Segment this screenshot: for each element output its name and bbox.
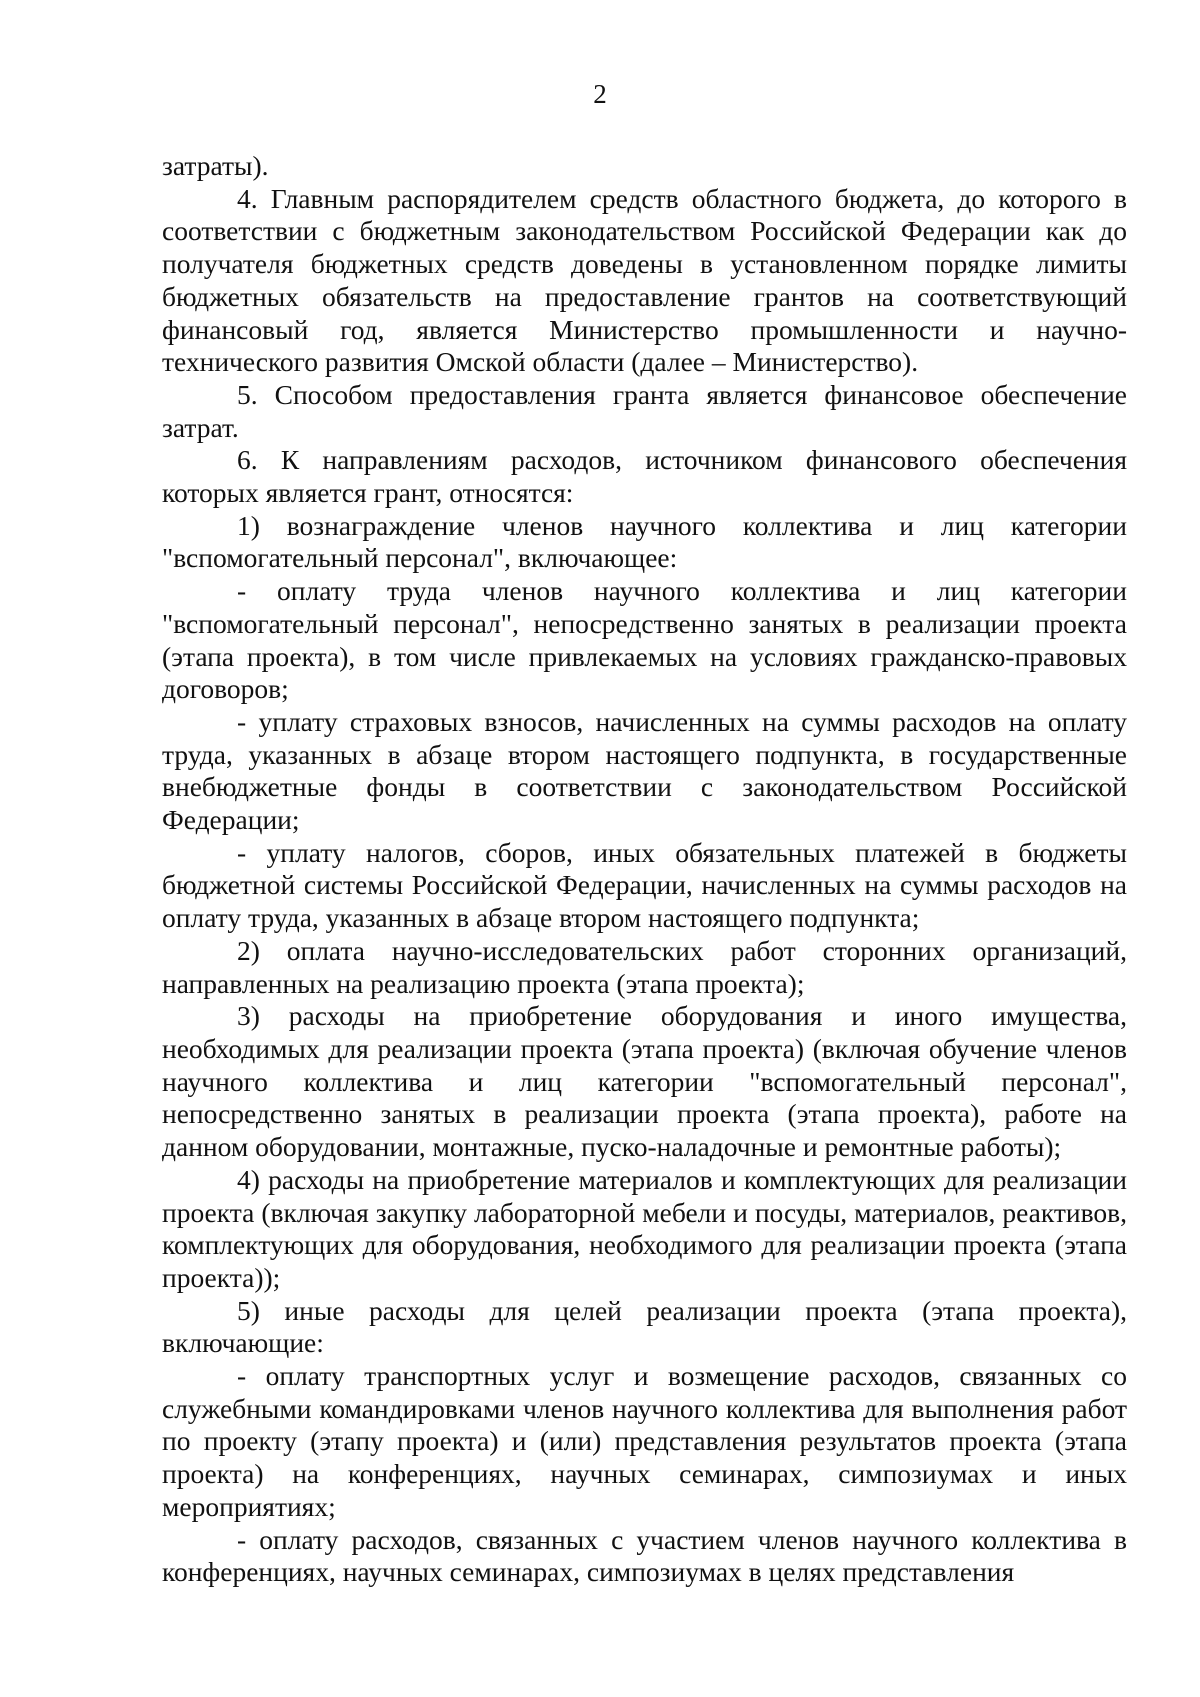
- paragraph-item-5: 5. Способом предоставления гранта является финансовое обеспечение затрат.: [162, 378, 1127, 443]
- subitem-1-dash-3: - уплату налогов, сборов, иных обязательных платежей в бюджеты бюджетной системы Российской Федерации, начисленных на суммы расходов на оплату труда, указанных в абзаце втором настоящего подпункта;: [162, 836, 1127, 934]
- subitem-2: 2) оплата научно-исследовательских работ сторонних организаций, направленных на реализацию проекта (этапа проекта);: [162, 934, 1127, 999]
- subitem-4: 4) расходы на приобретение материалов и комплектующих для реализации проекта (включая закупку лабораторной мебели и посуды, материалов, реактивов, комплектующих для оборудования, необходимого для реализации проекта (этапа проекта));: [162, 1163, 1127, 1293]
- document-body: [162, 150, 1127, 1589]
- paragraph-item-6: 6. К направлениям расходов, источником финансового обеспечения которых является грант, относятся:: [162, 444, 1127, 509]
- subitem-5-dash-2: - оплату расходов, связанных с участием членов научного коллектива в конференциях, научных семинарах, симпозиумах в целях представления: [162, 1523, 1127, 1588]
- subitem-5-dash-1: - оплату транспортных услуг и возмещение расходов, связанных со служебными командировками членов научного коллектива для выполнения работ по проекту (этапу проекта) и (или) представления результатов проекта (этапа проекта) на конференциях, научных семинарах, симпозиумах и иных мероприятиях;: [162, 1360, 1127, 1522]
- paragraph-item-4: 4. Главным распорядителем средств областного бюджета, до которого в соответствии с бюджетным законодательством Российской Федерации как до получателя бюджетных средств доведены в установленном порядке лимиты бюджетных обязательств на предоставление грантов на соответствующий финансовый год, является Министерство промышленности и научно-технического развития Омской области (далее – Министерство).: [162, 182, 1127, 378]
- subitem-1: 1) вознаграждение членов научного коллектива и лиц категории "вспомогательный персонал", включающее:: [162, 509, 1127, 574]
- subitem-3: 3) расходы на приобретение оборудования и иного имущества, необходимых для реализации проекта (этапа проекта) (включая обучение членов научного коллектива и лиц категории "вспомогательный персонал", непосредственно занятых в реализации проекта (этапа проекта), работе на данном оборудовании, монтажные, пуско-наладочные и ремонтные работы);: [162, 1000, 1127, 1163]
- paragraph-continuation: затраты).: [162, 150, 269, 181]
- subitem-1-dash-1: - оплату труда членов научного коллектива и лиц категории "вспомогательный персонал", непосредственно занятых в реализации проекта (этапа проекта), в том числе привлекаемых на условиях гражданско-правовых договоров;: [162, 575, 1127, 705]
- subitem-5: 5) иные расходы для целей реализации проекта (этапа проекта), включающие:: [162, 1294, 1127, 1359]
- page-number: 2: [593, 79, 607, 109]
- subitem-1-dash-2: - уплату страховых взносов, начисленных на суммы расходов на оплату труда, указанных в абзаце втором настоящего подпункта, в государственные внебюджетные фонды в соответствии с законодательством Российской Федерации;: [162, 705, 1127, 836]
